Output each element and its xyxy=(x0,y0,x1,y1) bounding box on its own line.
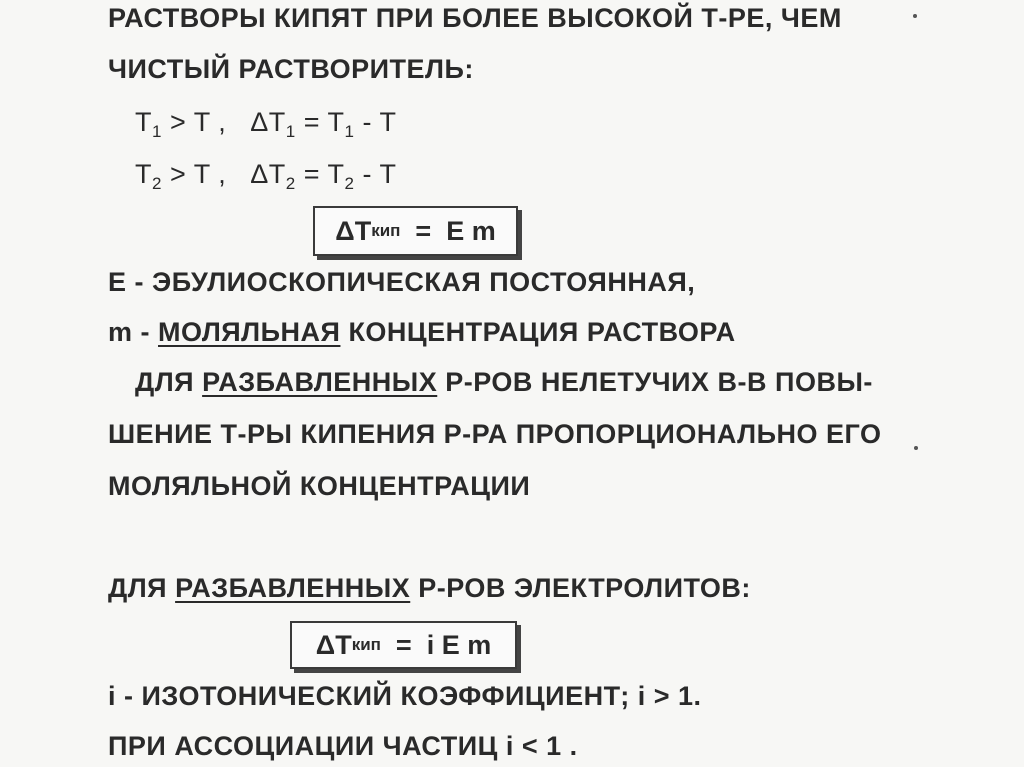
l5-post: Р-РОВ НЕЛЕТУЧИХ В-В ПОВЫ- xyxy=(437,367,873,397)
l8-pre: ДЛЯ xyxy=(108,573,176,603)
eq2-part-c: = T xyxy=(295,159,345,189)
box2-delta-t: ΔT xyxy=(315,630,352,660)
eq2-sub-a: 2 xyxy=(152,174,162,193)
line-dilute-nonvolatile xyxy=(135,366,873,398)
line-boiling-increase: ШЕНИЕ Т-РЫ КИПЕНИЯ Р-РА ПРОПОРЦИОНАЛЬНО ЕГО xyxy=(108,419,882,449)
eq1-part-a: T xyxy=(135,107,152,137)
box1-subscript: кип xyxy=(371,221,401,240)
eq2-sub-c: 2 xyxy=(344,174,355,193)
box2-rhs: = i E m xyxy=(380,630,492,660)
line-molal-conc-end: МОЛЯЛЬНОЙ КОНЦЕНТРАЦИИ xyxy=(108,471,531,501)
line-molal-concentration xyxy=(108,316,736,348)
box1-delta-t: ΔT xyxy=(335,216,372,246)
eq1-sub-a: 1 xyxy=(152,122,162,141)
speck-mark xyxy=(914,446,918,450)
line-particle-association: ПРИ АССОЦИАЦИИ ЧАСТИЦ i < 1 . xyxy=(108,731,578,761)
l4-pre: m - xyxy=(108,317,159,347)
box1-rhs: = E m xyxy=(400,216,496,246)
eq1-part-b: > T , ΔT xyxy=(161,107,286,137)
eq2-part-a: T xyxy=(135,159,152,189)
formula-box-electrolytes xyxy=(290,621,517,669)
l5-pre: ДЛЯ xyxy=(135,367,203,397)
line-ebullioscopic-constant: E - ЭБУЛИОСКОПИЧЕСКАЯ ПОСТОЯННАЯ, xyxy=(108,267,696,297)
eq2-part-b: > T , ΔT xyxy=(161,159,286,189)
eq1-part-c: = T xyxy=(295,107,345,137)
formula-box-boiling xyxy=(313,206,518,256)
equation-t2 xyxy=(135,158,397,200)
line-isotonic-coefficient: i - ИЗОТОНИЧЕСКИЙ КОЭФФИЦИЕНТ; i > 1. xyxy=(108,681,702,711)
l8-post: Р-РОВ ЭЛЕКТРОЛИТОВ: xyxy=(410,573,751,603)
eq2-part-d: - T xyxy=(354,159,397,189)
equation-t1 xyxy=(135,106,397,148)
eq1-sub-c: 1 xyxy=(344,122,355,141)
line-pure-solvent: ЧИСТЫЙ РАСТВОРИТЕЛЬ: xyxy=(108,54,474,84)
eq2-sub-b: 2 xyxy=(285,174,296,193)
l5-underlined: РАЗБАВЛЕННЫХ xyxy=(202,367,438,397)
line-dilute-electrolytes xyxy=(108,572,751,604)
l8-underlined: РАЗБАВЛЕННЫХ xyxy=(175,573,411,603)
box2-subscript: кип xyxy=(351,635,381,654)
line-solutions-boil: РАСТВОРЫ КИПЯТ ПРИ БОЛЕЕ ВЫСОКОЙ Т-РЕ, ЧЕМ xyxy=(108,3,842,33)
l4-post: КОНЦЕНТРАЦИЯ РАСТВОРА xyxy=(340,317,736,347)
eq1-sub-b: 1 xyxy=(285,122,296,141)
l4-underlined: МОЛЯЛЬНАЯ xyxy=(158,317,341,347)
eq1-part-d: - T xyxy=(354,107,397,137)
speck-mark xyxy=(913,14,917,18)
